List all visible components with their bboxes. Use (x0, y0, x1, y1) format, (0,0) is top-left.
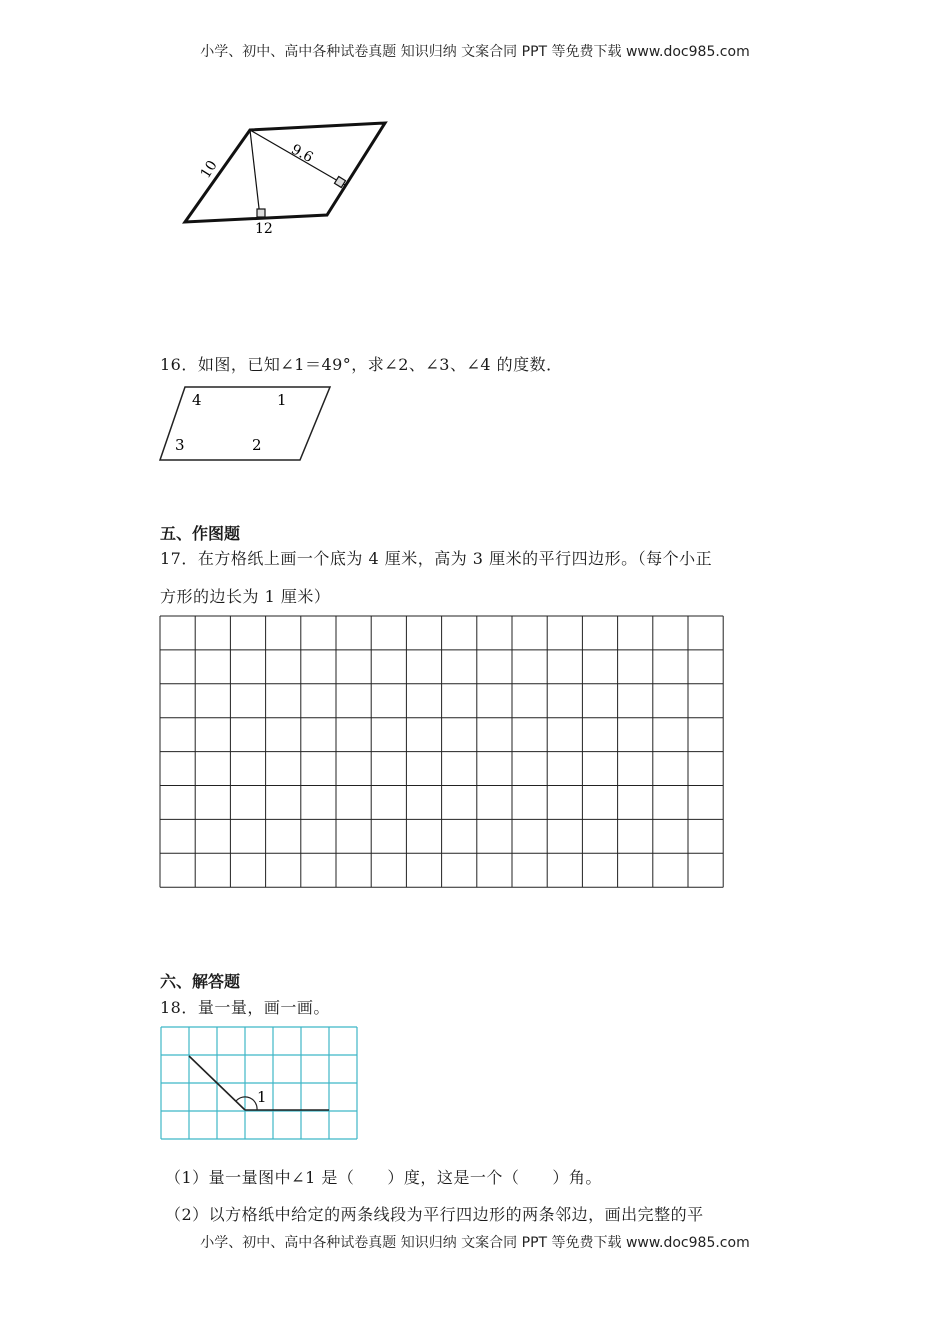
angle-1-label: 1 (277, 391, 287, 409)
question-16: 16．如图，已知∠1＝49°，求∠2、∠3、∠4 的度数． (160, 355, 563, 374)
page-header: 小学、初中、高中各种试卷真题 知识归纳 文案合同 PPT 等免费下载 www.doc985.com (200, 44, 750, 60)
question-18-part1: （1）量一量图中∠1 是（ ）度，这是一个（ ）角。 (165, 1168, 602, 1187)
parallelogram-outline (160, 387, 330, 460)
section-5-title: 五、作图题 (160, 524, 241, 543)
angle-4-label: 4 (192, 391, 202, 409)
question-18: 18．量一量，画一画。 (160, 998, 330, 1017)
parallelogram-figure (155, 382, 340, 467)
page-footer: 小学、初中、高中各种试卷真题 知识归纳 文案合同 PPT 等免费下载 www.doc985.com (200, 1235, 750, 1251)
angle-1-label: 1 (257, 1088, 267, 1106)
right-angle-mark-base (257, 209, 265, 217)
height-to-base (250, 130, 260, 217)
question-17-line2: 方形的边长为 1 厘米） (160, 587, 331, 606)
height-label: 9.6 (288, 141, 316, 167)
angle-3-label: 3 (175, 436, 185, 454)
rhombus-figure (170, 115, 400, 245)
grid-lines (160, 616, 723, 887)
question-18-part2: （2）以方格纸中给定的两条线段为平行四边形的两条邻边，画出完整的平 (165, 1205, 704, 1224)
question-17-line1: 17．在方格纸上画一个底为 4 厘米，高为 3 厘米的平行四边形。（每个小正 (160, 549, 713, 568)
angle-grid-figure (160, 1025, 360, 1142)
base-label: 12 (255, 221, 273, 237)
side-label: 10 (197, 157, 221, 182)
grid-paper[interactable] (159, 615, 726, 889)
angle-grid-lines (161, 1027, 357, 1139)
section-6-title: 六、解答题 (160, 972, 241, 991)
angle-2-label: 2 (252, 436, 262, 454)
